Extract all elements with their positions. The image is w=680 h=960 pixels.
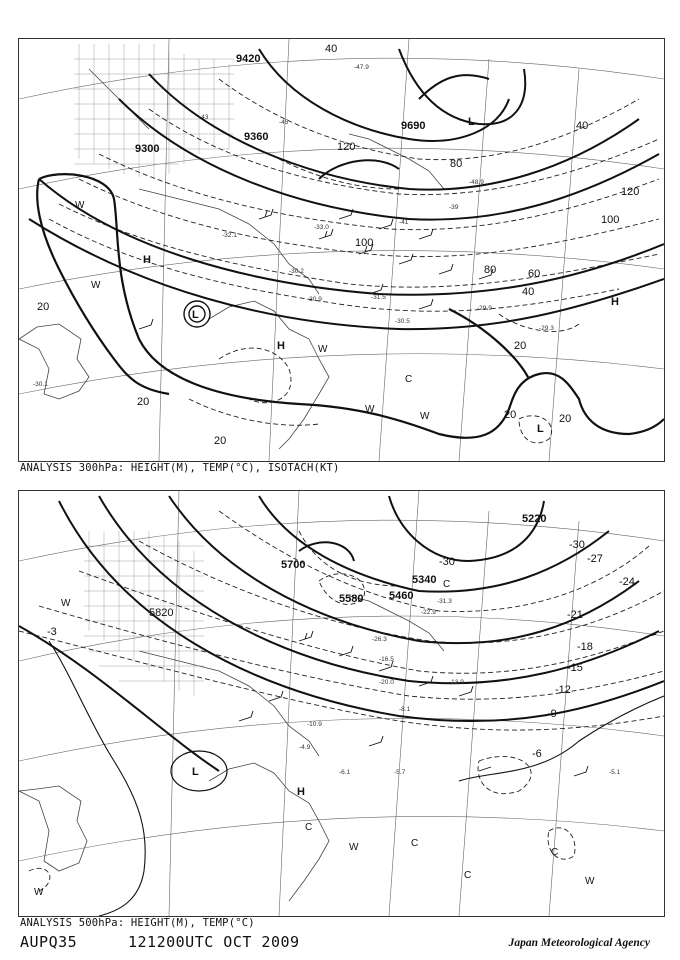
temperature-label: -29.9 (477, 305, 492, 312)
isotach-labels (37, 43, 639, 447)
temperature-label: -30.2 (289, 268, 304, 275)
warm-marker: W (420, 411, 430, 422)
temperature-label: -47.9 (354, 64, 369, 71)
cold-marker: C (411, 838, 419, 849)
temperature-label: -26.3 (372, 636, 387, 643)
temperature-label: -10.9 (307, 721, 322, 728)
low-marker: L (192, 766, 199, 778)
isotherm-label: -30 (569, 539, 585, 551)
isotherm-label: -18 (577, 641, 593, 653)
coastline (19, 69, 444, 449)
isotach-label: 20 (214, 435, 227, 447)
low-marker: L (537, 423, 544, 435)
isotherm-label: -27 (587, 553, 603, 565)
isotherm-label: -21 (567, 609, 583, 621)
isotach-label: 40 (576, 120, 589, 132)
caption-300hpa: ANALYSIS 300hPa: HEIGHT(M), TEMP(°C), ISOTACH(KT) (20, 462, 340, 474)
isotherm-label: -30 (439, 556, 455, 568)
temperature-label: -5.1 (609, 769, 621, 776)
isotach-label: 40 (325, 43, 338, 55)
height-label: 5340 (412, 574, 437, 586)
cold-marker: C (443, 579, 451, 590)
isotherm-label: -9 (547, 708, 557, 720)
isotherms-dashed (19, 511, 664, 891)
temperature-label: -30.1 (33, 381, 48, 388)
temperature-label: -39 (449, 204, 459, 211)
chart-code: AUPQ35 (20, 933, 78, 951)
temperature-label: -43 (199, 114, 209, 121)
warm-marker: W (34, 887, 44, 898)
high-marker: H (297, 786, 305, 798)
cold-marker: C (464, 870, 472, 881)
high-marker: H (611, 296, 619, 308)
temperature-label: -48.9 (469, 179, 484, 186)
isotach-label: 20 (137, 396, 150, 408)
temperature-label: -6.1 (339, 769, 351, 776)
height-contours (19, 496, 664, 771)
height-label: 9690 (401, 120, 426, 132)
map-300hpa (18, 38, 665, 462)
isotherm-label: -6 (532, 748, 542, 760)
height-label: 5460 (389, 590, 414, 602)
warm-marker: W (365, 404, 375, 415)
temperature-label: -41 (399, 219, 409, 226)
height-label: 5820 (149, 607, 174, 619)
high-marker: H (143, 254, 151, 266)
isotach-label: 20 (514, 340, 527, 352)
warm-marker: W (75, 200, 85, 211)
height-label: 5700 (281, 559, 306, 571)
height-label: 5220 (522, 513, 547, 525)
warm-marker: W (585, 876, 595, 887)
map-500hpa-canvas (19, 491, 664, 916)
temperature-label: -30.9 (307, 296, 322, 303)
low-marker: L (468, 116, 475, 128)
isotherm-label: -3 (47, 626, 57, 638)
cold-marker: C (305, 822, 313, 833)
isotherm-label: -12 (555, 684, 571, 696)
caption-500hpa: ANALYSIS 500hPa: HEIGHT(M), TEMP(°C) (20, 917, 255, 929)
temperature-label: -31.5 (371, 294, 386, 301)
isotach-label: 20 (504, 409, 517, 421)
isotach-label: 120 (621, 186, 640, 198)
cold-marker: C (405, 374, 413, 385)
contour-thin (49, 641, 664, 916)
isotach-label: 80 (450, 158, 463, 170)
temperature-label: -30.5 (395, 318, 410, 325)
temperature-label: -5.7 (394, 769, 406, 776)
temperature-label: -31.3 (437, 598, 452, 605)
isotach-label: 80 (484, 264, 497, 276)
height-labels (149, 513, 546, 619)
cold-marker: C (551, 847, 559, 858)
isotherms-dashed (49, 79, 659, 443)
map-500hpa (18, 490, 665, 917)
isotach-label: 100 (601, 214, 620, 226)
warm-marker: W (318, 344, 328, 355)
temperature-label: -16.5 (379, 656, 394, 663)
temperature-label: -8.1 (399, 706, 411, 713)
isotach-label: 20 (559, 413, 572, 425)
agency-name: Japan Meteorological Agency (508, 937, 650, 949)
isotach-label: 40 (522, 286, 535, 298)
isotach-label: 120 (337, 141, 356, 153)
temperature-label: -20.0 (379, 679, 394, 686)
isotach-label: 20 (37, 301, 50, 313)
height-label: 9420 (236, 53, 261, 65)
high-marker: H (277, 340, 285, 352)
low-marker: L (192, 309, 199, 321)
temperature-label: -13.9 (449, 679, 464, 686)
temperature-label: -4.9 (299, 744, 311, 751)
temperature-label: -29.3 (539, 325, 554, 332)
isotherm-labels (47, 539, 635, 760)
height-label: 9360 (244, 131, 269, 143)
temperature-label: -45 (279, 119, 289, 126)
temperature-label: -22.9 (421, 609, 436, 616)
isotach-label: 60 (528, 268, 541, 280)
hatched-region (74, 44, 234, 179)
isotherm-label: -15 (567, 662, 583, 674)
valid-time: 121200UTC OCT 2009 (128, 933, 300, 951)
map-300hpa-canvas (19, 39, 664, 461)
warm-marker: W (349, 842, 359, 853)
height-label: 5580 (339, 593, 364, 605)
system-markers (34, 579, 595, 898)
warm-marker: W (61, 598, 71, 609)
isotherm-label: -24 (619, 576, 635, 588)
temperature-label: -32.1 (222, 232, 237, 239)
height-label: 9300 (135, 143, 160, 155)
isotach-label: 100 (355, 237, 374, 249)
temperature-label: -33.0 (314, 224, 329, 231)
warm-marker: W (91, 280, 101, 291)
